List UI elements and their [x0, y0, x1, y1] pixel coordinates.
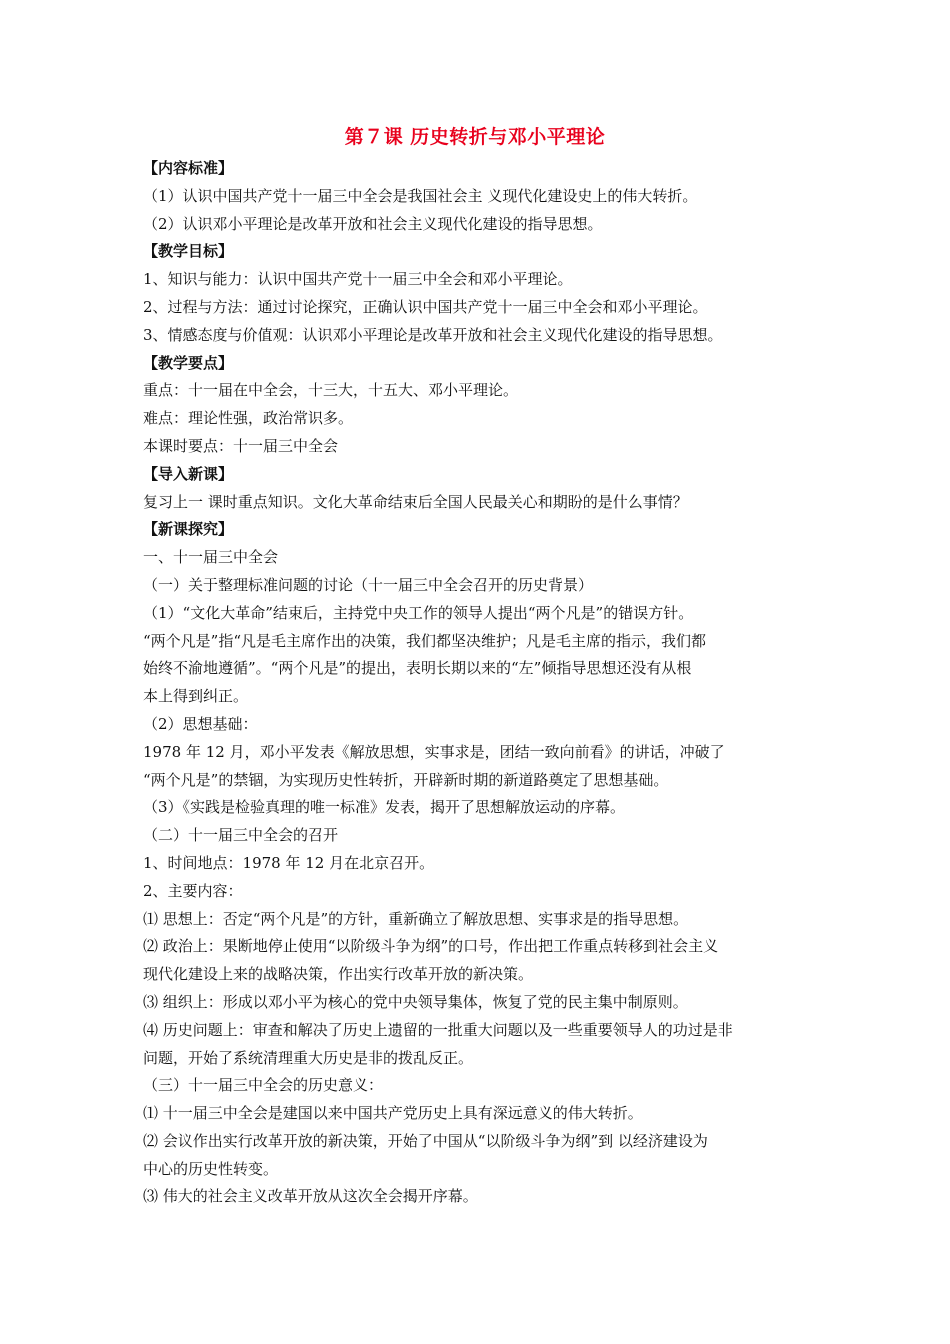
text-line: 1、时间地点：1978 年 12 月在北京召开。 [143, 853, 435, 872]
text-line: ⑷ 历史问题上：审查和解决了历史上遗留的一批重大问题以及一些重要领导人的功过是非 [143, 1020, 733, 1039]
text-line: （一）关于整理标准问题的讨论（十一届三中全会召开的历史背景） [143, 575, 594, 594]
text-line: （1）认识中国共产党十一届三中全会是我国社会主 义现代化建设史上的伟大转折。 [143, 186, 698, 205]
text-line: 始终不渝地遵循”。“两个凡是”的提出，表明长期以来的“左”倾指导思想还没有从根 [143, 659, 692, 678]
text-line: 一、十一届三中全会 [143, 548, 279, 567]
text-line: 本课时要点：十一届三中全会 [143, 436, 339, 455]
text-line: 中心的历史性转变。 [143, 1159, 279, 1178]
section-heading: 【内容标准】 [143, 159, 234, 177]
section-heading: 【新课探究】 [143, 520, 234, 539]
text-line: （3）《实践是检验真理的唯一标准》发表，揭开了思想解放运动的序幕。 [143, 798, 626, 817]
section-heading: 【教学目标】 [143, 242, 234, 261]
text-line: （2）认识邓小平理论是改革开放和社会主义现代化建设的指导思想。 [143, 214, 603, 233]
section-heading: 【教学要点】 [143, 353, 234, 372]
text-line: ⑴ 十一届三中全会是建国以来中国共产党历史上具有深远意义的伟大转折。 [143, 1104, 643, 1123]
text-line: 难点：理论性强，政治常识多。 [143, 409, 354, 428]
text-line: 现代化建设上来的战略决策，作出实行改革开放的新决策。 [143, 965, 534, 984]
text-line: ⑶ 组织上：形成以邓小平为核心的党中央领导集体，恢复了党的民主集中制原则。 [143, 992, 688, 1011]
text-line: 2、过程与方法：通过讨论探究，正确认识中国共产党十一届三中全会和邓小平理论。 [143, 297, 708, 316]
text-line: 1、知识与能力：认识中国共产党十一届三中全会和邓小平理论。 [143, 270, 573, 289]
document-title: 第７课 历史转折与邓小平理论 [344, 126, 606, 148]
text-line: （三）十一届三中全会的历史意义： [143, 1076, 384, 1095]
text-line: 重点：十一届在中全会，十三大，十五大、邓小平理论。 [143, 381, 519, 400]
document-body [143, 155, 811, 1211]
text-line: 复习上一 课时重点知识。文化大革命结束后全国人民最关心和期盼的是什么事情？ [143, 492, 688, 511]
text-line: （1）“文化大革命”结束后，主持党中央工作的领导人提出“两个凡是”的错误方针。 [143, 603, 694, 622]
text-line: （二）十一届三中全会的召开 [143, 826, 339, 845]
text-line: ⑵ 会议作出实行改革开放的新决策，开始了中国从“以阶级斗争为纲”到 以经济建设为 [143, 1131, 708, 1150]
text-line: 3、情感态度与价值观：认识邓小平理论是改革开放和社会主义现代化建设的指导思想。 [143, 325, 723, 344]
text-line: 2、主要内容： [143, 881, 243, 900]
section-heading: 【导入新课】 [143, 464, 234, 483]
text-line: 问题，开始了系统清理重大历史是非的拨乱反正。 [143, 1048, 474, 1067]
text-line: （2）思想基础： [143, 714, 258, 733]
text-line: “两个凡是”的禁锢，为实现历史性转折，开辟新时期的新道路奠定了思想基础。 [143, 770, 669, 789]
text-line: 1978 年 12 月，邓小平发表《解放思想，实事求是，团结一致向前看》的讲话，冲破了 [143, 742, 725, 761]
text-line: ⑶ 伟大的社会主义改革开放从这次全会揭开序幕。 [143, 1187, 478, 1206]
text-line: 本上得到纠正。 [143, 687, 249, 706]
text-line: “两个凡是”指“凡是毛主席作出的决策，我们都坚决维护；凡是毛主席的指示，我们都 [143, 631, 707, 650]
text-line: ⑵ 政治上：果断地停止使用“以阶级斗争为纲”的口号，作出把工作重点转移到社会主义 [143, 937, 719, 956]
text-line: ⑴ 思想上：否定“两个凡是”的方针，重新确立了解放思想、实事求是的指导思想。 [143, 909, 689, 928]
